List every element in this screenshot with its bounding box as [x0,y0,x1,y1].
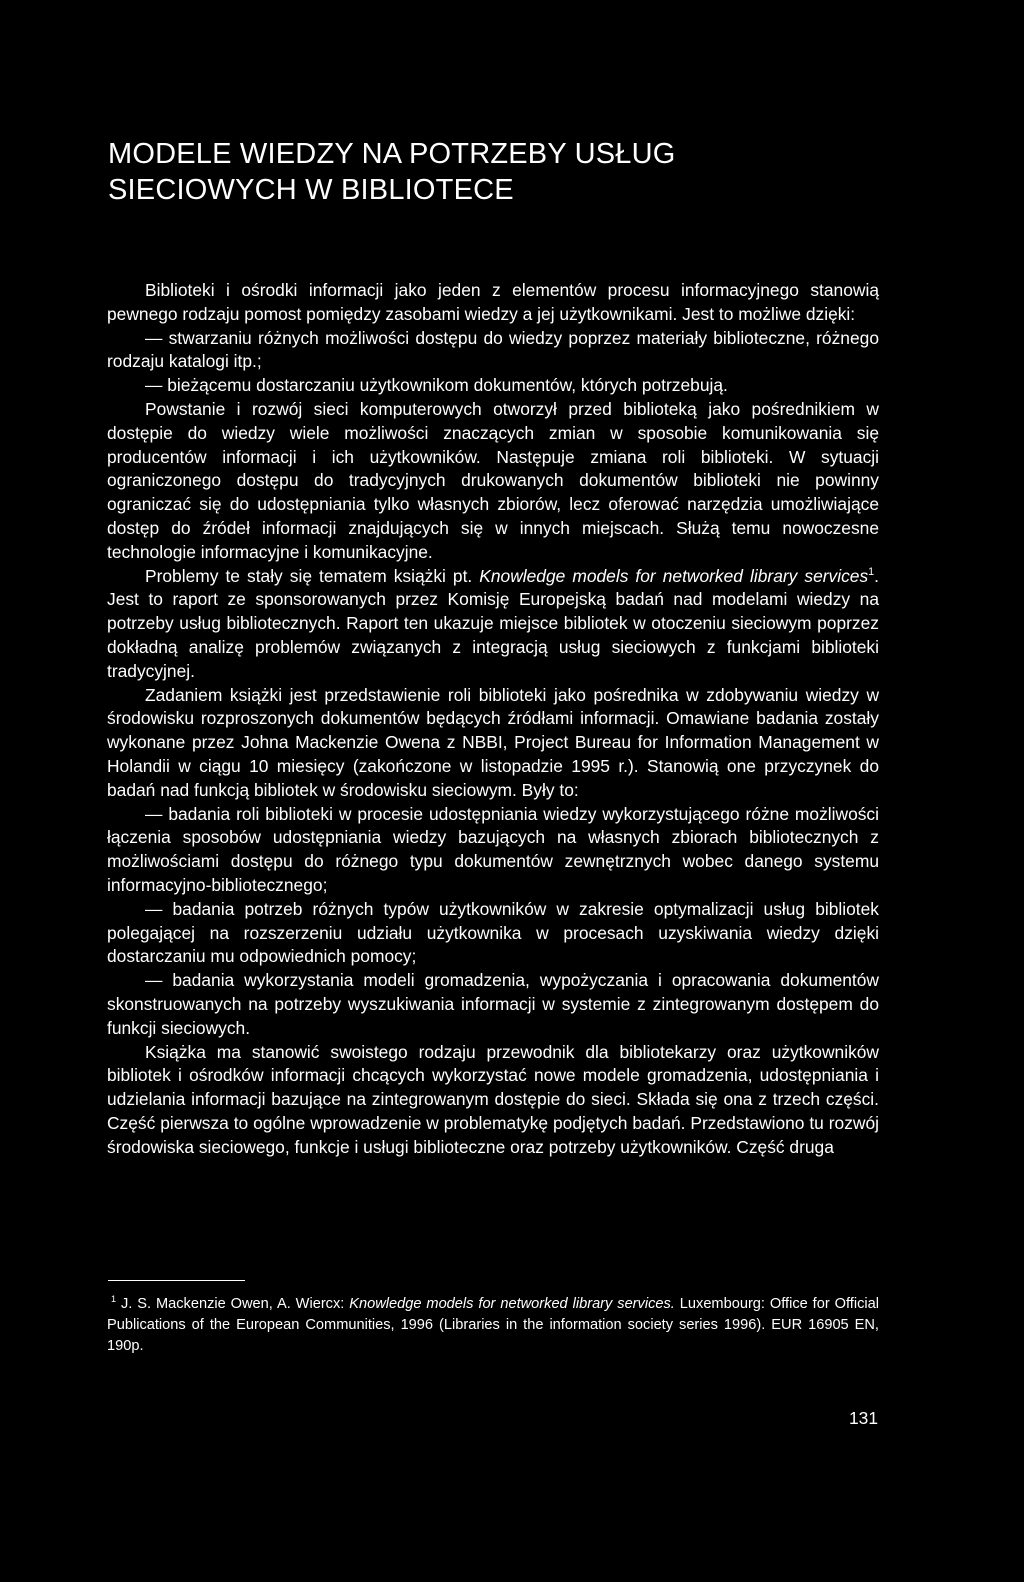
page-number: 131 [848,1408,878,1428]
title-line-2: SIECIOWYCH W BIBLIOTECE [108,174,514,206]
footnote-marker: 1 [111,1294,117,1305]
paragraph-book-end: . Jest to raport ze sponsorowanych przez Komisję Europejską badań nad modelami wiedzy na potrzeby usług bibliotecznych. Raport ten ukazuje miejsce bibliotek w otoczeniu sieciowym poprzez dokładną analizę problemów związanych z integracją usług sieciowych z funkcjami biblioteki tradycyjnej. [107,565,879,681]
list-item-models: — badania wykorzystania modeli gromadzenia, wypożyczania i opracowania dokumentów skonstruowanych na potrzeby wyszukiwania informacji w systemie z zintegrowanym dostępem do funkcji sieciowych. [107,970,879,1038]
title-line-1: MODELE WIEDZY NA POTRZEBY USŁUG [108,138,676,170]
footnote-publication: Luxembourg: Office for Official Publications of the European Communities, 1996 (Libraries in the information society series 1996). EUR 16905 EN, 190p. [107,1296,879,1354]
footnote-book-title: Knowledge models for networked library services. [349,1296,675,1312]
list-item-library-role: — badania roli biblioteki w procesie udostępniania wiedzy wykorzystującego różne możliwości łączenia sposobów udostępniania wiedzy bazujących na własnych zbiorach bibliotecznych z możliwościami dostępu do różnego typu dokumentów zewnętrznych wobec danego systemu informacyjno-bibliotecznego; [107,803,879,895]
paragraph-book-start: Problemy te stały się tematem książki pt. [145,565,480,586]
list-item-delivery: — bieżącemu dostarczaniu użytkownikom dokumentów, których potrzebują. [145,375,728,396]
list-item-user-needs: — badania potrzeb różnych typów użytkowników w zakresie optymalizacji usług bibliotek polegającej na rozszerzeniu udziału użytkownika w procesach uzyskiwania wiedzy dzięki dostarczaniu mu odpowiednich pomocy; [107,898,879,967]
paragraph-research: Zadaniem książki jest przedstawienie roli biblioteki jako pośrednika w zdobywaniu wiedzy w środowisku rozproszonych dokumentów będących źródłami informacji. Omawiane badania zostały wykonane przez Johna Mackenzie Owena z NBBI, Project Bureau for Information Management w Holandii w ciągu 10 miesięcy (zakończone w listopadzie 1995 r.). Stanowią one przyczynek do badań nad funkcją bibliotek w środowisku sieciowym. Były to: [107,684,879,800]
paragraph-networks: Powstanie i rozwój sieci komputerowych otworzył przed biblioteką jako pośrednikiem w dostępie do wiedzy wiele możliwości znaczących zmian w sposobie komunikowania się producentów informacji i ich użytkowników. Następuje zmiana roli biblioteki. W sytuacji ograniczonego dostępu do tradycyjnych drukowanych dokumentów biblioteki nie powinny ograniczać się do udostępniania tylko własnych zbiorów, lecz oferować narzędzia umożliwiające dostęp do źródeł informacji znajdujących się w innych miejscach. Służą temu nowoczesne technologie informacyjne i komunikacyjne. [107,398,879,562]
article-title [108,136,888,208]
footnote [107,1294,879,1357]
list-item-access: — stwarzaniu różnych możliwości dostępu do wiedzy poprzez materiały biblioteczne, różnego rodzaju katalogi itp.; [107,327,879,372]
book-title: Knowledge models for networked library services [479,565,869,586]
article-body [107,279,879,1159]
footnote-author: J. S. Mackenzie Owen, A. Wiercx: [116,1296,350,1312]
paragraph-book [107,565,879,684]
paragraph-guide: Książka ma stanowić swoistego rodzaju przewodnik dla bibliotekarzy oraz użytkowników bibliotek i ośrodków informacji chcących wykorzystać nowe modele gromadzenia, udostępniania i udzielania informacji bazujące na zintegrowanym dostępie do sieci. Składa się ona z trzech części. Część pierwsza to ogólne wprowadzenie w problematykę podjętych badań. Przedstawiono tu rozwój środowiska sieciowego, funkcje i usługi biblioteczne oraz potrzeby użytkowników. Część druga [107,1041,879,1157]
footnote-reference: 1 [868,565,875,578]
footnote-divider [108,1280,245,1281]
paragraph-intro: Biblioteki i ośrodki informacji jako jeden z elementów procesu informacyjnego stanowią pewnego rodzaju pomost pomiędzy zasobami wiedzy a jej użytkownikami. Jest to możliwe dzięki: [107,280,879,324]
